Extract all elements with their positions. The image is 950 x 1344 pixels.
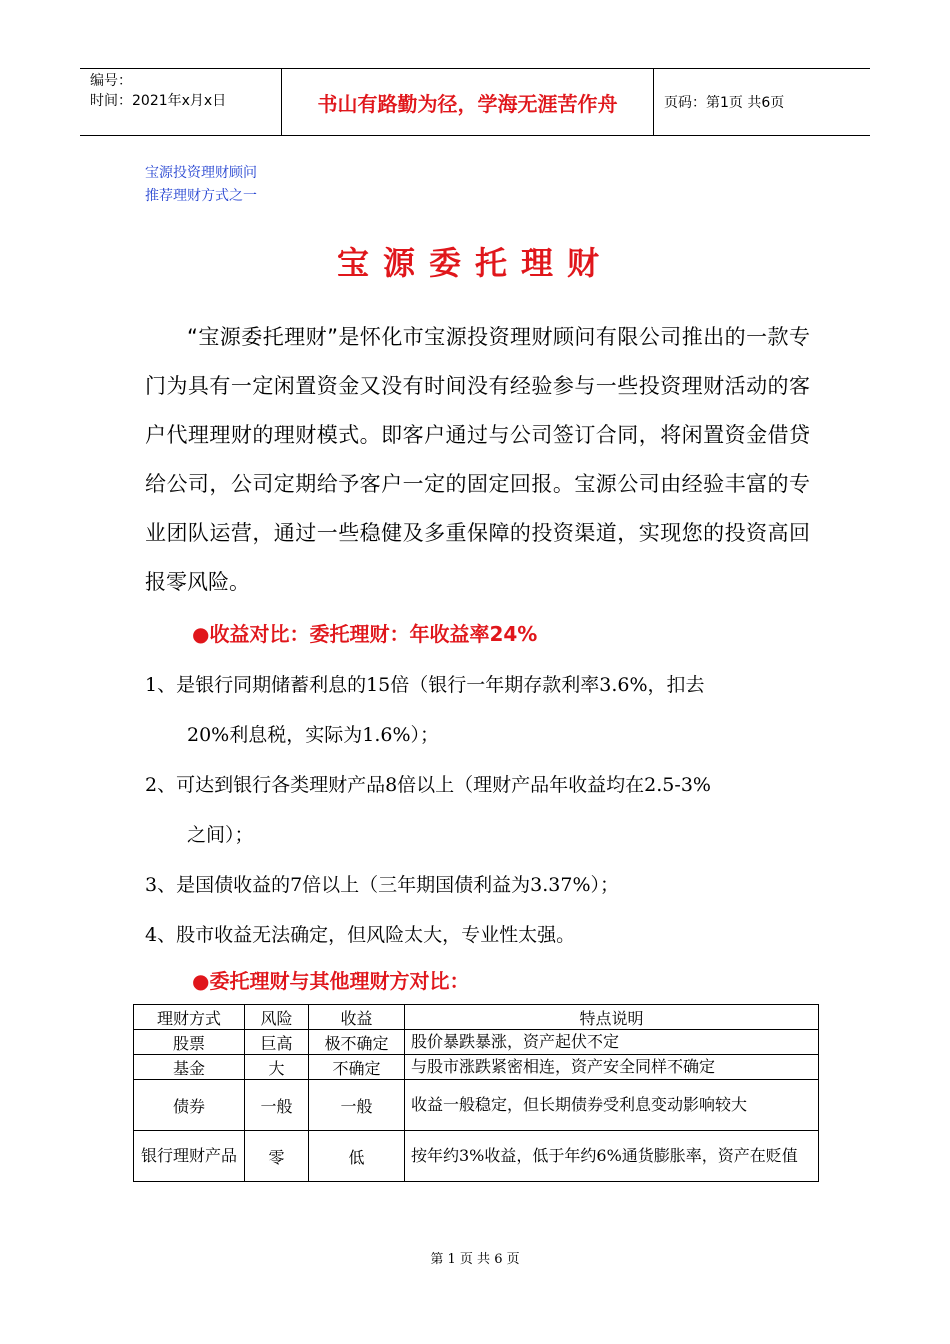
- intro-paragraph: “宝源委托理财”是怀化市宝源投资理财顾问有限公司推出的一款专门为具有一定闲置资金又没有时间没有经验参与一些投资理财活动的客户代理理财的理财模式。即客户通过与公司签订合同，将闲置资金借贷给公司，公司定期给予客户一定的固定回报。宝源公司由经验丰富的专业团队运营，通过一些稳健及多重保障的投资渠道，实现您的投资高回报零风险。: [145, 325, 810, 594]
- table-row: [134, 1131, 819, 1182]
- page-title: 宝源委托理财: [336, 244, 613, 282]
- motto-text: 书山有路勤为径，学海无涯苦作舟: [317, 91, 618, 116]
- table-cell: 一般: [309, 1080, 405, 1131]
- table-row: [134, 1055, 819, 1080]
- table-cell: 按年约3%收益，低于年约6%通货膨胀率，资产在贬值: [405, 1131, 819, 1182]
- list-item: 3、是国债收益的7倍以上（三年期国债利益为3.37%）；: [145, 874, 620, 896]
- table-cell: 巨高: [245, 1030, 309, 1055]
- header-motto: [282, 69, 654, 135]
- table-cell: 一般: [245, 1080, 309, 1131]
- returns-list: [145, 660, 815, 960]
- header-page-info: [654, 69, 870, 135]
- table-header-cell: 特点说明: [405, 1005, 819, 1030]
- table-cell: 低: [309, 1131, 405, 1182]
- list-item: 1、是银行同期储蓄利息的15倍（银行一年期存款利率3.6%，扣去 20%利息税，实际为1.6%）；: [145, 674, 705, 746]
- table-row: [134, 1080, 819, 1131]
- table-cell: 基金: [134, 1055, 245, 1080]
- table-cell: 极不确定: [309, 1030, 405, 1055]
- section-heading-comparison: ●委托理财与其他理财方对比：: [192, 969, 470, 993]
- table-header-cell: 风险: [245, 1005, 309, 1030]
- list-item: 2、可达到银行各类理财产品8倍以上（理财产品年收益均在2.5-3% 之间）；: [145, 774, 711, 846]
- page-header: [80, 68, 870, 136]
- header-meta: [80, 69, 282, 135]
- section-heading-returns: ●收益对比：委托理财：年收益率24%: [192, 622, 538, 646]
- comparison-table: [133, 1004, 819, 1182]
- table-cell: 不确定: [309, 1055, 405, 1080]
- list-item: 4、股市收益无法确定，但风险太大，专业性太强。: [145, 924, 576, 946]
- subheading-line2: 推荐理财方式之一: [145, 188, 257, 204]
- table-header-row: [134, 1005, 819, 1030]
- page-footer: 第 1 页 共 6 页: [430, 1252, 520, 1267]
- table-header-cell: 收益: [309, 1005, 405, 1030]
- table-cell: 与股市涨跌紧密相连，资产安全同样不确定: [405, 1055, 819, 1080]
- table-cell: 股票: [134, 1030, 245, 1055]
- table-cell: 银行理财产品: [134, 1131, 245, 1182]
- page-info-text: 页码：第1页 共6页: [664, 95, 785, 111]
- subheading: [145, 162, 257, 208]
- table-cell: 股价暴跌暴涨，资产起伏不定: [405, 1030, 819, 1055]
- document-number-label: 编号：: [90, 73, 132, 89]
- table-row: [134, 1030, 819, 1055]
- table-header-cell: 理财方式: [134, 1005, 245, 1030]
- subheading-line1: 宝源投资理财顾问: [145, 165, 257, 181]
- table-cell: 债券: [134, 1080, 245, 1131]
- table-cell: 大: [245, 1055, 309, 1080]
- table-cell: 零: [245, 1131, 309, 1182]
- document-time-label: 时间：2021年x月x日: [90, 93, 227, 109]
- table-cell: 收益一般稳定，但长期债券受利息变动影响较大: [405, 1080, 819, 1131]
